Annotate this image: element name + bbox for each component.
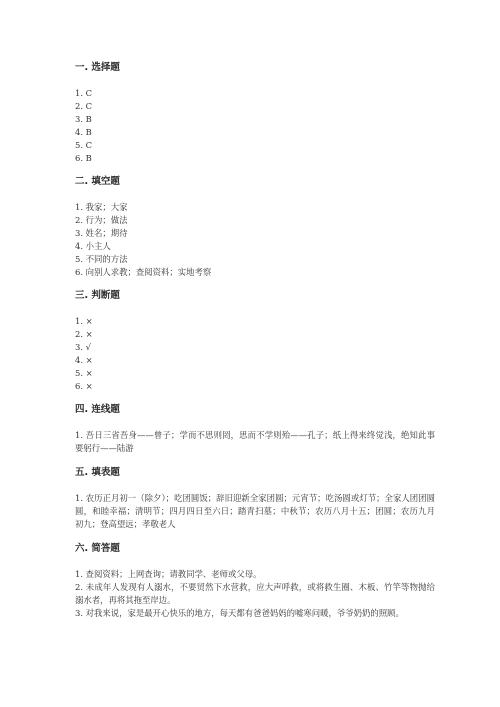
section-short-answer <box>75 542 435 620</box>
answer-line: 6. × <box>75 381 93 391</box>
answer-line: 1. 我家；大家 <box>75 202 128 212</box>
section-heading: 三. 判断题 <box>75 290 120 301</box>
answer-line: 5. 不同的方法 <box>75 254 128 264</box>
answer-line: 2. C <box>75 101 93 111</box>
answer-line: 1. C <box>75 88 93 98</box>
answer-line: 4. B <box>75 127 92 137</box>
answer-paragraph: 3. 对我来说，家是最开心快乐的地方，每天都有爸爸妈妈的嘘寒问暖，爷爷奶奶的照顾。 <box>75 608 404 618</box>
answer-paragraph: 1. 吾日三省吾身——曾子；学而不思则罔，思而不学则殆——孔子；纸上得来终觉浅，绝知此事要躬行——陆游 <box>75 430 435 453</box>
answer-line: 4. 小主人 <box>75 241 111 251</box>
answer-paragraph: 2. 未成年人发现有人溺水，不要贸然下水营救，应大声呼救，或将救生圈、木板、竹竿等物抛给溺水者，再将其拖至岸边。 <box>75 582 435 605</box>
answer-line: 5. × <box>75 368 93 378</box>
section-heading: 四. 连线题 <box>75 404 120 415</box>
section-matching <box>75 403 435 455</box>
answer-line: 5. C <box>75 140 93 150</box>
section-heading: 二. 填空题 <box>75 176 120 187</box>
section-true-false <box>75 289 435 393</box>
answer-paragraph: 1. 查阅资料；上网查询；请教同学、老师或父母。 <box>75 569 262 579</box>
section-heading: 五. 填表题 <box>75 467 120 478</box>
section-heading: 六. 简答题 <box>75 543 120 554</box>
answer-line: 6. 向别人求教；查阅资料；实地考察 <box>75 267 212 277</box>
answer-line: 2. × <box>75 329 93 339</box>
answer-line: 6. B <box>75 153 92 163</box>
section-heading: 一. 选择题 <box>75 62 120 73</box>
section-fill-blank <box>75 175 435 279</box>
answer-paragraph: 1. 农历正月初一（除夕）；吃团圆饭；辞旧迎新全家团圆；元宵节；吃汤圆或灯节；全家人团团圆圆，和睦幸福；清明节；四月四日至六日；踏青扫墓；中秋节；农历八月十五；团圆；农历九月初九；登高望远；孝敬老人 <box>75 493 435 529</box>
answer-line: 4. × <box>75 355 93 365</box>
answer-line: 2. 行为；做法 <box>75 215 128 225</box>
section-choice <box>75 61 435 165</box>
answer-line: 3. √ <box>75 342 91 352</box>
answer-line: 1. × <box>75 316 93 326</box>
answer-line: 3. B <box>75 114 92 124</box>
answer-line: 3. 姓名；期待 <box>75 228 128 238</box>
section-table-fill <box>75 466 435 531</box>
